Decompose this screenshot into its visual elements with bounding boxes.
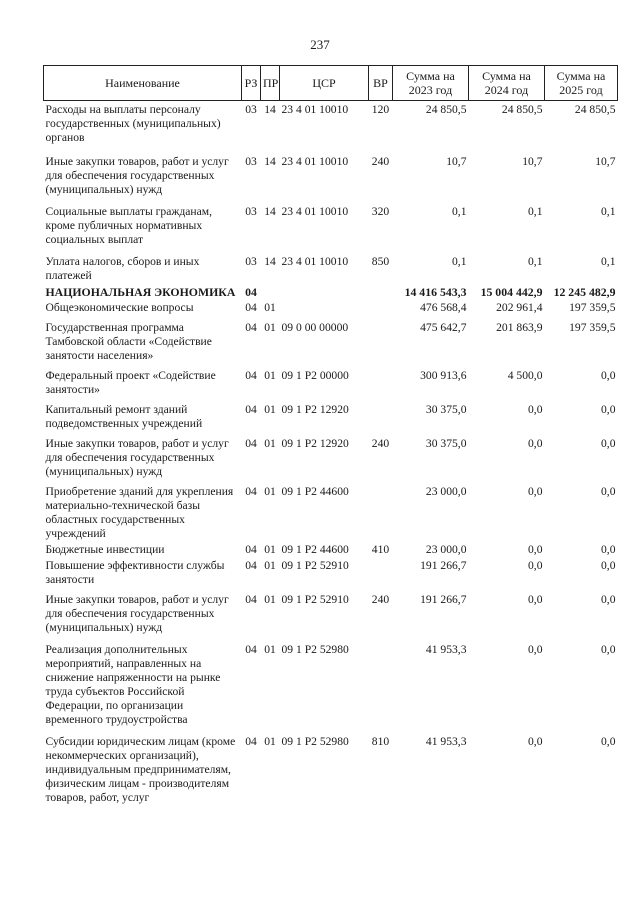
row-sum-2024: 0,1 <box>528 205 543 218</box>
row-name: Иные закупки товаров, работ и услуг для обеспечения государственных (муниципальных) нужд <box>45 437 229 478</box>
row-vr: 410 <box>371 543 390 556</box>
table-row <box>44 247 618 283</box>
header-csr: ЦСР <box>280 66 369 101</box>
row-sum-2023: 476 568,4 <box>420 301 467 314</box>
row-sum-2025: 0,0 <box>601 437 616 450</box>
row-sum-2023: 14 416 543,3 <box>404 285 467 299</box>
row-sum-2023: 23 000,0 <box>425 543 467 556</box>
row-rz: 03 <box>245 103 257 116</box>
row-rz: 04 <box>245 285 257 299</box>
table-row <box>44 397 618 431</box>
row-sum-2024: 0,0 <box>528 543 543 556</box>
table-row <box>44 727 618 805</box>
row-rz: 04 <box>245 593 257 606</box>
row-csr: 09 1 P2 52910 <box>281 559 349 572</box>
page-number: 237 <box>310 37 330 52</box>
row-name: Капитальный ремонт зданий подведомственных учреждений <box>45 403 203 430</box>
row-vr: 240 <box>371 593 390 606</box>
row-pr: 14 <box>264 205 276 218</box>
row-pr: 14 <box>264 103 276 116</box>
row-sum-2024: 10,7 <box>522 155 543 168</box>
row-sum-2024: 0,0 <box>528 485 543 498</box>
row-sum-2025: 0,0 <box>601 369 616 382</box>
row-name: Субсидии юридическим лицам (кроме некоммерческих организаций), индивидуальным предпринимателям, физическим лицам - производителям товаров, работ, услуг <box>45 735 236 804</box>
row-vr <box>369 283 393 299</box>
table-row <box>44 363 618 397</box>
row-sum-2023: 30 375,0 <box>425 437 467 450</box>
row-csr: 23 4 01 10010 <box>281 255 349 268</box>
table-body <box>44 101 618 806</box>
row-sum-2023: 24 850,5 <box>425 103 467 116</box>
table-row <box>44 431 618 479</box>
row-csr: 09 0 00 00000 <box>281 321 349 334</box>
row-csr: 23 4 01 10010 <box>281 205 349 218</box>
row-pr: 01 <box>264 321 276 334</box>
row-sum-2024: 201 863,9 <box>496 321 543 334</box>
row-rz: 04 <box>245 301 257 314</box>
row-name: Иные закупки товаров, работ и услуг для обеспечения государственных (муниципальных) нужд <box>45 593 229 634</box>
table-row <box>44 101 618 146</box>
row-rz: 04 <box>245 403 257 416</box>
row-csr: 23 4 01 10010 <box>281 155 349 168</box>
row-rz: 04 <box>245 485 257 498</box>
row-name: Социальные выплаты гражданам, кроме публичных нормативных социальных выплат <box>45 205 212 246</box>
row-pr: 01 <box>264 735 276 748</box>
row-sum-2023: 0,1 <box>452 205 467 218</box>
row-pr <box>261 283 280 299</box>
row-sum-2025: 24 850,5 <box>574 103 616 116</box>
row-csr <box>280 299 369 315</box>
row-sum-2024: 0,0 <box>528 593 543 606</box>
row-rz: 04 <box>245 559 257 572</box>
row-vr: 850 <box>371 255 390 268</box>
row-sum-2023: 41 953,3 <box>425 735 467 748</box>
row-pr: 01 <box>264 437 276 450</box>
header-vr: ВР <box>369 66 393 101</box>
row-sum-2024: 0,0 <box>528 559 543 572</box>
header-sum-2024: Сумма на 2024 год <box>469 66 545 101</box>
row-sum-2023: 23 000,0 <box>425 485 467 498</box>
row-name: Иные закупки товаров, работ и услуг для обеспечения государственных (муниципальных) нужд <box>45 155 229 196</box>
row-vr: 240 <box>371 155 390 168</box>
row-sum-2024: 0,0 <box>528 403 543 416</box>
row-rz: 03 <box>245 155 257 168</box>
row-pr: 01 <box>264 643 276 656</box>
row-sum-2023: 0,1 <box>452 255 467 268</box>
row-sum-2025: 10,7 <box>595 155 616 168</box>
header-pr: ПР <box>261 66 280 101</box>
row-vr <box>369 557 393 587</box>
header-sum-2023: Сумма на 2023 год <box>393 66 469 101</box>
row-sum-2025: 0,0 <box>601 735 616 748</box>
row-sum-2024: 4 500,0 <box>507 369 543 382</box>
row-sum-2023: 300 913,6 <box>420 369 467 382</box>
row-sum-2024: 15 004 442,9 <box>480 285 543 299</box>
row-sum-2024: 0,0 <box>528 735 543 748</box>
row-sum-2025: 0,1 <box>601 205 616 218</box>
row-sum-2025: 0,0 <box>601 559 616 572</box>
row-sum-2023: 191 266,7 <box>420 559 467 572</box>
table-row <box>44 541 618 557</box>
row-name: Приобретение зданий для укрепления материально-технической базы областных государственных учреждений <box>45 485 234 540</box>
row-vr <box>369 397 393 431</box>
row-vr <box>369 299 393 315</box>
row-name: Бюджетные инвестиции <box>45 543 165 556</box>
row-sum-2024: 202 961,4 <box>496 301 543 314</box>
row-pr: 14 <box>264 255 276 268</box>
row-name: Реализация дополнительных мероприятий, направленных на снижение напряженности на рынке труда субъектов Российской Федерации, по организации временного трудоустройства <box>45 643 221 726</box>
row-rz: 04 <box>245 643 257 656</box>
row-vr: 320 <box>371 205 390 218</box>
row-sum-2025: 0,0 <box>601 403 616 416</box>
row-csr: 09 1 P2 52980 <box>281 735 349 748</box>
table-row <box>44 315 618 363</box>
row-csr: 23 4 01 10010 <box>281 103 349 116</box>
row-sum-2025: 0,0 <box>601 485 616 498</box>
row-sum-2023: 41 953,3 <box>425 643 467 656</box>
row-sum-2024: 24 850,5 <box>501 103 543 116</box>
row-sum-2025: 197 359,5 <box>569 321 616 334</box>
row-sum-2024: 0,0 <box>528 437 543 450</box>
row-sum-2023: 10,7 <box>446 155 467 168</box>
row-pr: 01 <box>264 301 276 314</box>
row-pr: 14 <box>264 155 276 168</box>
row-csr: 09 1 P2 12920 <box>281 403 349 416</box>
table-row <box>44 479 618 541</box>
row-csr: 09 1 P2 52910 <box>281 593 349 606</box>
row-pr: 01 <box>264 593 276 606</box>
row-sum-2025: 197 359,5 <box>569 301 616 314</box>
row-name: Повышение эффективности службы занятости <box>45 559 225 586</box>
table-row <box>44 557 618 587</box>
row-sum-2025: 0,1 <box>601 255 616 268</box>
row-vr <box>369 363 393 397</box>
row-name: Общеэкономические вопросы <box>45 301 194 314</box>
row-rz: 04 <box>245 735 257 748</box>
row-rz: 04 <box>245 543 257 556</box>
row-name: Расходы на выплаты персоналу государственных (муниципальных) органов <box>45 103 221 144</box>
row-csr: 09 1 P2 00000 <box>281 369 349 382</box>
row-pr: 01 <box>264 543 276 556</box>
row-csr: 09 1 P2 44600 <box>281 485 349 498</box>
row-name: НАЦИОНАЛЬНАЯ ЭКОНОМИКА <box>45 285 236 299</box>
row-rz: 04 <box>245 321 257 334</box>
header-sum-2025: Сумма на 2025 год <box>545 66 618 101</box>
header-rz: РЗ <box>242 66 261 101</box>
row-sum-2025: 0,0 <box>601 543 616 556</box>
row-sum-2023: 475 642,7 <box>420 321 467 334</box>
row-rz: 04 <box>245 369 257 382</box>
row-pr: 01 <box>264 559 276 572</box>
row-name: Федеральный проект «Содействие занятости» <box>45 369 216 396</box>
row-vr: 240 <box>371 437 390 450</box>
row-sum-2024: 0,1 <box>528 255 543 268</box>
table-row <box>44 299 618 315</box>
row-vr <box>369 315 393 363</box>
row-rz: 03 <box>245 255 257 268</box>
row-name: Уплата налогов, сборов и иных платежей <box>45 255 200 282</box>
row-vr: 810 <box>371 735 390 748</box>
row-rz: 03 <box>245 205 257 218</box>
table-row <box>44 145 618 197</box>
row-csr: 09 1 P2 52980 <box>281 643 349 656</box>
row-sum-2025: 0,0 <box>601 593 616 606</box>
row-pr: 01 <box>264 369 276 382</box>
row-csr <box>280 283 369 299</box>
row-rz: 04 <box>245 437 257 450</box>
row-sum-2023: 30 375,0 <box>425 403 467 416</box>
row-vr <box>369 635 393 727</box>
row-sum-2025: 0,0 <box>601 643 616 656</box>
row-vr: 120 <box>371 103 390 116</box>
table-header-row <box>44 66 618 101</box>
row-pr: 01 <box>264 403 276 416</box>
row-csr: 09 1 P2 12920 <box>281 437 349 450</box>
budget-table <box>43 65 618 805</box>
table-row <box>44 197 618 247</box>
table-row <box>44 635 618 727</box>
row-name: Государственная программа Тамбовской области «Содействие занятости населения» <box>45 321 212 362</box>
row-sum-2025: 12 245 482,9 <box>553 285 616 299</box>
row-sum-2024: 0,0 <box>528 643 543 656</box>
row-pr: 01 <box>264 485 276 498</box>
row-vr <box>369 479 393 541</box>
table-row <box>44 587 618 635</box>
table-row <box>44 283 618 299</box>
header-name: Наименование <box>44 66 242 101</box>
row-sum-2023: 191 266,7 <box>420 593 467 606</box>
row-csr: 09 1 P2 44600 <box>281 543 349 556</box>
